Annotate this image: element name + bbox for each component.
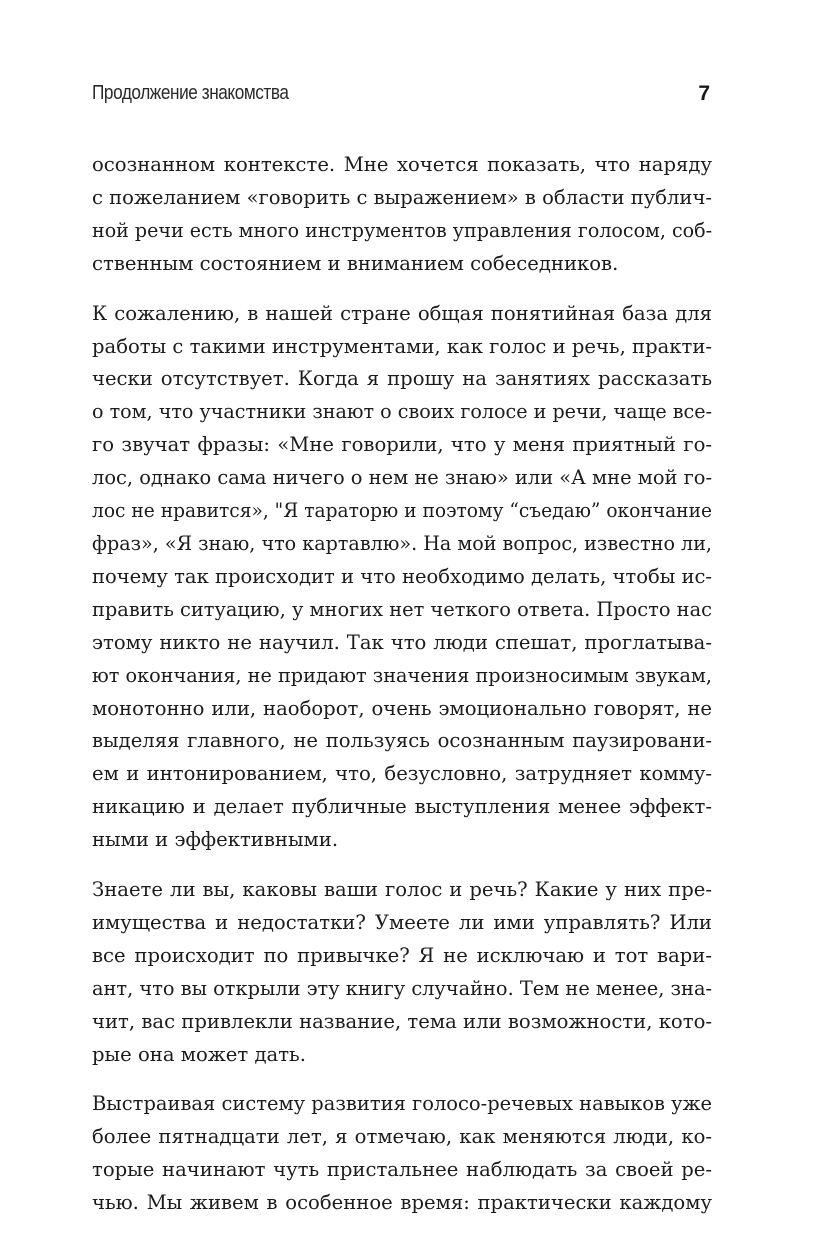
- text-line: ют окончания, не придают значения произносимым звукам,: [92, 663, 713, 687]
- text-line: чью. Мы живем в особенное время: практически каждому: [92, 1191, 712, 1215]
- text-line: работы с такими инструментами, как голос и речь, практи-: [92, 334, 713, 358]
- chapter-title: Продолжение знакомства: [92, 82, 289, 104]
- text-line: чески отсутствует. Когда я прошу на занятиях рассказать: [92, 367, 712, 391]
- text-line: выделяя главного, не пользуясь осознанным паузировани-: [92, 729, 712, 753]
- text-line: ант, что вы открыли эту книгу случайно. Тем не менее, зна-: [92, 976, 713, 1000]
- paragraph-3: [92, 874, 712, 1071]
- running-head: [92, 82, 712, 114]
- text-line: ем и интонированием, что, безусловно, затрудняет комму-: [92, 762, 712, 786]
- paragraph-2: [92, 298, 712, 857]
- text-line: осознанном контексте. Мне хочется показать, что наряду: [92, 153, 712, 176]
- text-line: ными и эффективными.: [92, 828, 339, 852]
- text-line: лос не нравится», "Я тараторю и поэтому “съедаю” окончание: [92, 499, 713, 523]
- text-line: никацию и делает публичные выступления менее эффект-: [92, 795, 712, 819]
- text-line: имущества и недостатки? Умеете ли ими управлять? Или: [92, 910, 712, 934]
- paragraph-1: [92, 149, 712, 281]
- text-line: с пожеланием «говорить с выражением» в области публич-: [92, 185, 712, 209]
- text-line: более пятнадцати лет, я отмечаю, как меняются люди, ко-: [92, 1125, 712, 1149]
- text-line: все происходит по привычке? Я не исключаю и тот вари-: [92, 943, 712, 967]
- text-line: чит, вас привлекли название, тема или возможности, кото-: [92, 1009, 712, 1033]
- text-line: К сожалению, в нашей стране общая понятийная база для: [92, 301, 712, 325]
- text-line: лос, однако сама ничего о нем не знаю» или «А мне мой го-: [92, 466, 713, 490]
- text-line: ной речи есть много инструментов управления голосом, соб-: [92, 218, 713, 242]
- text-line: этому никто не научил. Так что люди спешат, проглатыва-: [92, 630, 712, 654]
- text-line: ственным состоянием и вниманием собеседников.: [92, 251, 619, 275]
- page-number: 7: [698, 82, 710, 105]
- text-line: торые начинают чуть пристальнее наблюдать за своей ре-: [92, 1158, 712, 1182]
- text-line: рые она может дать.: [92, 1042, 306, 1066]
- text-line: Знаете ли вы, каковы ваши голос и речь? Какие у них пре-: [92, 878, 712, 902]
- paragraph-4: [92, 1088, 712, 1220]
- text-line: почему так происходит и что необходимо делать, чтобы ис-: [92, 564, 713, 588]
- text-line: монотонно или, наоборот, очень эмоционально говорят, не: [92, 696, 712, 720]
- text-line: го звучат фразы: «Мне говорили, что у меня приятный го-: [92, 433, 712, 457]
- body-text: [92, 149, 712, 1237]
- text-line: о том, что участники знают о своих голосе и речи, чаще все-: [92, 400, 712, 424]
- text-line: править ситуацию, у многих нет четкого ответа. Просто нас: [92, 597, 712, 621]
- text-line: Выстраивая систему развития голосо-речевых навыков уже: [92, 1092, 713, 1116]
- text-line: фраз», «Я знаю, что картавлю». На мой вопрос, известно ли,: [92, 531, 713, 555]
